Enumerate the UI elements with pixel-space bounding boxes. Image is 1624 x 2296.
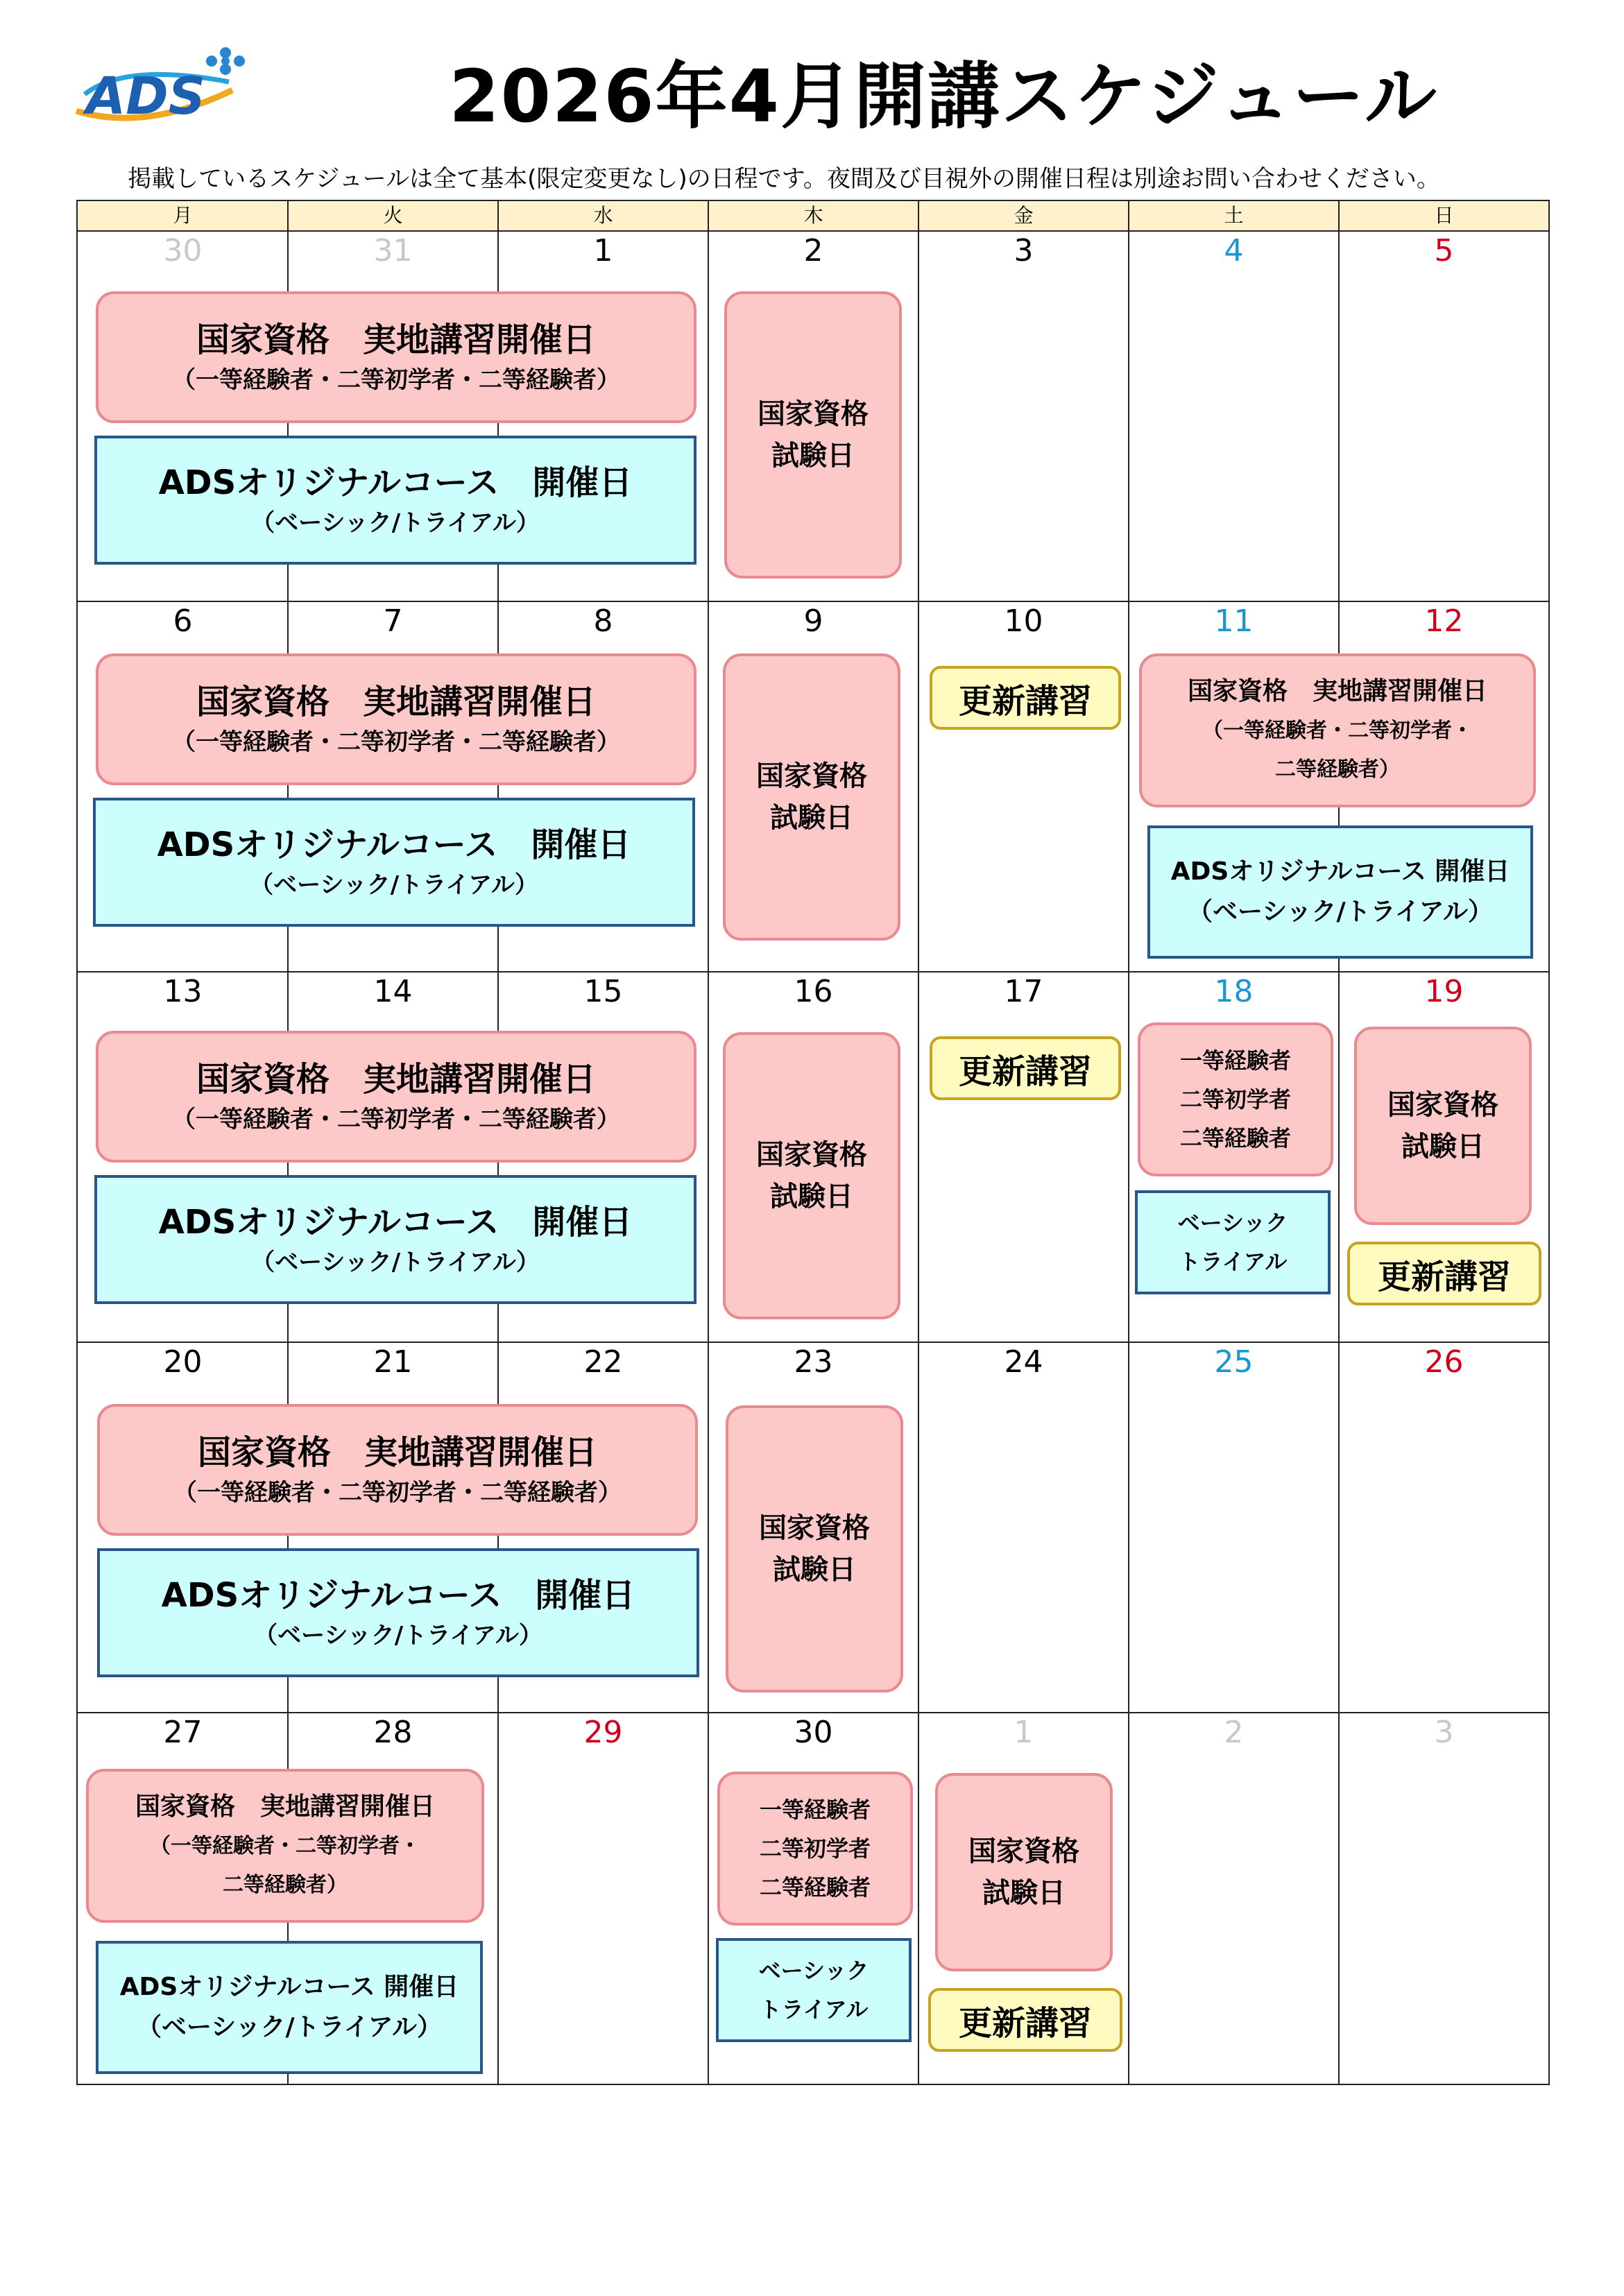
weekday-thu: 木 [803,204,823,227]
weekday-mon: 月 [173,204,193,227]
event-title: 試験日 [982,1877,1066,1909]
weekday-wed: 水 [593,204,613,227]
event-title: 試験日 [770,1181,853,1213]
event-subtitle: （ベーシック/トライアル） [250,871,538,899]
day-number: 10 [1004,603,1043,639]
day-number: 2 [1224,1715,1244,1750]
event-subtitle: （ベーシック/トライアル） [251,509,540,537]
day-number: 19 [1424,974,1464,1009]
day-number: 4 [1224,233,1244,268]
weekday-fri: 金 [1014,204,1034,227]
day-number: 21 [373,1344,413,1380]
day-number: 30 [163,233,203,268]
grid-line [708,201,709,2085]
event-subtitle: （ベーシック/トライアル） [136,2013,443,2041]
event-subtitle: 二等経験者） [223,1873,348,1897]
day-number: 17 [1004,974,1043,1009]
event-label: 二等経験者 [1179,1125,1291,1151]
event-title: 試験日 [770,802,853,834]
event-title: 試験日 [1401,1131,1485,1163]
ads-course-event[interactable] [94,1175,696,1304]
practical-levels-event[interactable] [1138,1022,1333,1176]
event-subtitle: （ベーシック/トライアル） [254,1622,542,1650]
day-number: 24 [1004,1344,1043,1380]
exam-day-event[interactable] [724,291,902,579]
event-label: 一等経験者 [1179,1047,1291,1074]
event-title: ADSオリジナルコース 開催日 [119,1973,459,2001]
exam-day-event[interactable] [723,653,900,941]
day-number: 22 [583,1344,623,1380]
event-title: 国家資格 [1387,1089,1498,1121]
event-subtitle: （ベーシック/トライアル） [1187,898,1494,926]
event-title: ADSオリジナルコース 開催日 [1170,857,1510,886]
exam-day-event[interactable] [1354,1027,1532,1225]
practical-course-event[interactable] [96,653,696,785]
event-subtitle: （ベーシック/トライアル） [251,1249,540,1276]
practical-course-event[interactable] [86,1769,484,1923]
renewal-course-event[interactable] [930,1036,1121,1100]
ads-course-event[interactable] [716,1938,912,2042]
renewal-course-event[interactable] [930,666,1121,730]
practical-levels-event[interactable] [717,1772,913,1926]
event-title: 更新講習 [958,681,1092,721]
event-title: 国家資格 [759,1512,870,1544]
event-subtitle: （一等経験者・二等初学者・ [1202,719,1473,743]
event-subtitle: （一等経験者・二等初学者・ [150,1834,420,1858]
ads-course-event[interactable] [93,798,695,927]
ads-course-event[interactable] [1147,825,1533,959]
event-subtitle: （一等経験者・二等初学者・二等経験者） [173,1479,622,1507]
event-subtitle: （一等経験者・二等初学者・二等経験者） [172,728,620,756]
calendar-grid [76,200,1550,2085]
event-label: 二等初学者 [1179,1086,1291,1113]
ads-course-event[interactable] [96,1941,483,2074]
practical-course-event[interactable] [96,291,696,423]
event-title: ADSオリジナルコース 開催日 [158,463,633,502]
grid-line [1128,201,1129,2085]
event-label: 一等経験者 [759,1797,871,1823]
exam-day-event[interactable] [723,1032,900,1319]
day-number: 25 [1214,1344,1254,1380]
schedule-note: 掲載しているスケジュールは全て基本(限定変更なし)の日程です。夜間及び目視外の開催日程は別途お問い合わせください。 [128,165,1440,193]
event-title: 更新講習 [1377,1257,1511,1296]
day-number: 9 [803,603,823,639]
grid-line [918,201,919,2085]
event-title: ADSオリジナルコース 開催日 [157,825,631,864]
event-subtitle: （一等経験者・二等初学者・二等経験者） [172,1106,620,1133]
day-number: 30 [794,1715,833,1750]
event-title: 国家資格 [968,1835,1079,1867]
event-label: トライアル [759,1996,869,2023]
event-title: ADSオリジナルコース 開催日 [161,1576,635,1615]
page-title: 2026年4月開講スケジュール [449,54,1438,139]
weekday-sun: 日 [1434,204,1454,227]
day-number: 16 [794,974,833,1009]
exam-day-event[interactable] [935,1773,1113,1971]
weekday-header [78,201,1548,232]
event-title: 更新講習 [958,2003,1092,2043]
day-number: 13 [163,974,203,1009]
event-title: 試験日 [773,1554,856,1586]
day-number: 8 [593,603,613,639]
day-number: 27 [163,1715,203,1750]
day-number: 18 [1214,974,1254,1009]
event-title: ADSオリジナルコース 開催日 [158,1203,633,1242]
event-title: 国家資格 [756,1139,867,1171]
ads-logo [69,42,250,132]
practical-course-event[interactable] [97,1404,698,1536]
renewal-course-event[interactable] [928,1988,1122,2052]
event-title: 更新講習 [958,1052,1092,1091]
day-number: 20 [163,1344,203,1380]
event-title: 国家資格 実地講習開催日 [197,1433,597,1472]
event-title: 国家資格 実地講習開催日 [196,683,596,721]
event-title: 試験日 [771,440,855,472]
ads-course-event[interactable] [94,436,696,565]
day-number: 28 [373,1715,413,1750]
event-subtitle: 二等経験者） [1275,757,1400,782]
event-title: 国家資格 実地講習開催日 [196,1060,596,1099]
day-number: 7 [383,603,403,639]
event-label: ベーシック [1177,1210,1288,1236]
day-number: 5 [1434,233,1454,268]
weekday-sat: 土 [1224,204,1244,227]
day-number: 15 [583,974,623,1009]
day-number: 31 [373,233,413,268]
event-label: 二等経験者 [759,1874,871,1901]
event-title: 国家資格 [758,398,869,430]
event-title: 国家資格 実地講習開催日 [1187,677,1487,705]
day-number: 29 [583,1715,623,1750]
practical-course-event[interactable] [1139,653,1536,807]
event-label: ベーシック [758,1957,869,1984]
day-number: 3 [1014,233,1034,268]
renewal-course-event[interactable] [1347,1242,1541,1305]
day-number: 26 [1424,1344,1464,1380]
day-number: 23 [794,1344,833,1380]
day-number: 11 [1214,603,1254,639]
ads-course-event[interactable] [97,1548,699,1677]
exam-day-event[interactable] [726,1405,903,1693]
event-title: 国家資格 [756,760,867,792]
weekday-tue: 火 [383,204,403,227]
event-title: 国家資格 実地講習開催日 [196,320,596,359]
day-number: 1 [593,233,613,268]
day-number: 2 [803,233,823,268]
logo-text: ADS [86,67,205,126]
event-label: トライアル [1178,1249,1288,1275]
grid-line [1338,201,1340,2085]
day-number: 6 [173,603,193,639]
event-label: 二等初学者 [759,1835,871,1862]
ads-course-event[interactable] [1135,1190,1331,1294]
day-number: 1 [1014,1715,1034,1750]
day-number: 3 [1434,1715,1454,1750]
day-number: 12 [1424,603,1464,639]
event-title: 国家資格 実地講習開催日 [135,1792,435,1821]
event-subtitle: （一等経験者・二等初学者・二等経験者） [172,366,620,394]
practical-course-event[interactable] [96,1031,696,1163]
day-number: 14 [373,974,413,1009]
